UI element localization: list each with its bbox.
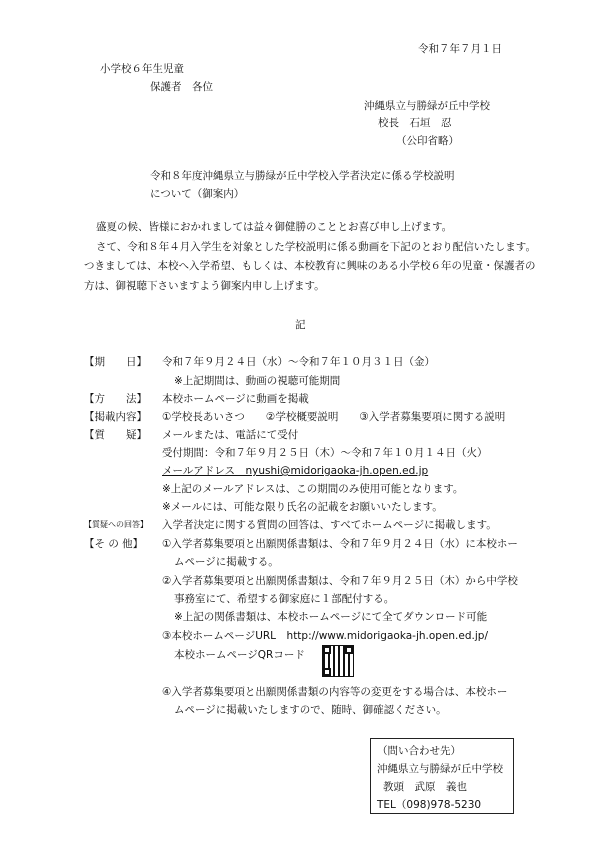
contact-school: 沖縄県立与勝緑が丘中学校 [377, 763, 503, 775]
contact-heading: （問い合わせ先） [377, 745, 461, 757]
other-item-1-line-1: ①入学者募集要項と出願関係書類は、令和７年９月２４日（水）に本校ホー [162, 538, 518, 550]
sender-principal: 校長 石垣 忍 [378, 117, 452, 129]
other-item-2-note: ※上記の関係書類は、本校ホームページにて全てダウンロード可能 [174, 611, 488, 623]
other-item-2-line-2: 事務室にて、希望する御家庭に１部配付する。 [174, 593, 395, 605]
other-item-4-line-1: ④入学者募集要項と出願関係書類の内容等の変更をする場合は、本校ホー [162, 686, 508, 698]
qa-note-2: ※メールには、可能な限り氏名の記載をお願いいたします。 [162, 501, 443, 513]
recipient-line-2: 保護者 各位 [150, 81, 213, 93]
method-value: 本校ホームページに動画を掲載 [162, 393, 309, 405]
document-title-line-2: について（御案内） [150, 188, 245, 200]
body-paragraph-2: さて、令和８年４月入学生を対象とした学校説明に係る動画を下記のとおり配信いたします。つきましては、本校へ入学希望、もしくは、本校教育に興味のある小学校６年の児童・保護者の方は、御視聴下さいますよう御案内申し上げます。 [84, 240, 536, 292]
answer-label: 【質疑への回答】 [84, 520, 148, 529]
qa-period: 受付期間：令和７年９月２５日（木）～令和７年１０月１４日（火） [162, 447, 488, 459]
contact-person: 教頭 武原 義也 [383, 781, 467, 793]
qa-email-link[interactable]: メールアドレス nyushi@midorigaoka-jh.open.ed.jp [162, 465, 429, 477]
contact-box [370, 738, 514, 814]
qa-note-1: ※上記のメールアドレスは、この期間のみ使用可能となります。 [162, 483, 464, 495]
answer-value: 入学者決定に関する質問の回答は、すべてホームページに掲載します。 [162, 519, 497, 531]
method-label: 【方 法】 [84, 393, 147, 405]
issue-date: 令和７年７月１日 [418, 43, 502, 55]
other-item-1-line-2: ムページに掲載する。 [174, 556, 279, 568]
other-item-3-qr-label: 本校ホームページQRコード [174, 649, 305, 661]
other-label: 【そ の 他】 [84, 538, 144, 550]
seal-note: （公印省略） [396, 135, 459, 147]
ki-heading: 記 [295, 319, 306, 331]
qr-code-image[interactable] [322, 645, 354, 677]
content-label: 【掲載内容】 [84, 411, 147, 423]
period-note: ※上記期間は、動画の視聴可能期間 [174, 375, 341, 387]
period-value: 令和７年９月２４日（水）～令和７年１０月３１日（金） [162, 356, 435, 368]
body-text [84, 218, 544, 296]
qa-value: メールまたは、電話にて受付 [162, 429, 299, 441]
other-item-3-url[interactable]: ③本校ホームページURL http://www.midorigaoka-jh.open.ed.jp/ [162, 630, 488, 642]
other-item-4-line-2: ムページに掲載いたしますので、随時、御確認ください。 [174, 704, 447, 716]
content-value: ①学校長あいさつ ②学校概要説明 ③入学者募集要項に関する説明 [162, 411, 506, 423]
sender-school: 沖縄県立与勝緑が丘中学校 [364, 100, 490, 112]
document-title-line-1: 令和８年度沖縄県立与勝緑が丘中学校入学者決定に係る学校説明 [150, 170, 455, 182]
contact-tel: TEL（098)978-5230 [377, 799, 482, 811]
other-item-2-line-1: ②入学者募集要項と出願関係書類は、令和７年９月２５日（木）から中学校 [162, 575, 518, 587]
recipient-line-1: 小学校６年生児童 [100, 63, 184, 75]
period-label: 【期 日】 [84, 356, 147, 368]
body-paragraph-1: 盛夏の候、皆様におかれましては益々御健勝のこととお喜び申し上げます。 [96, 221, 453, 233]
qa-label: 【質 疑】 [84, 429, 147, 441]
